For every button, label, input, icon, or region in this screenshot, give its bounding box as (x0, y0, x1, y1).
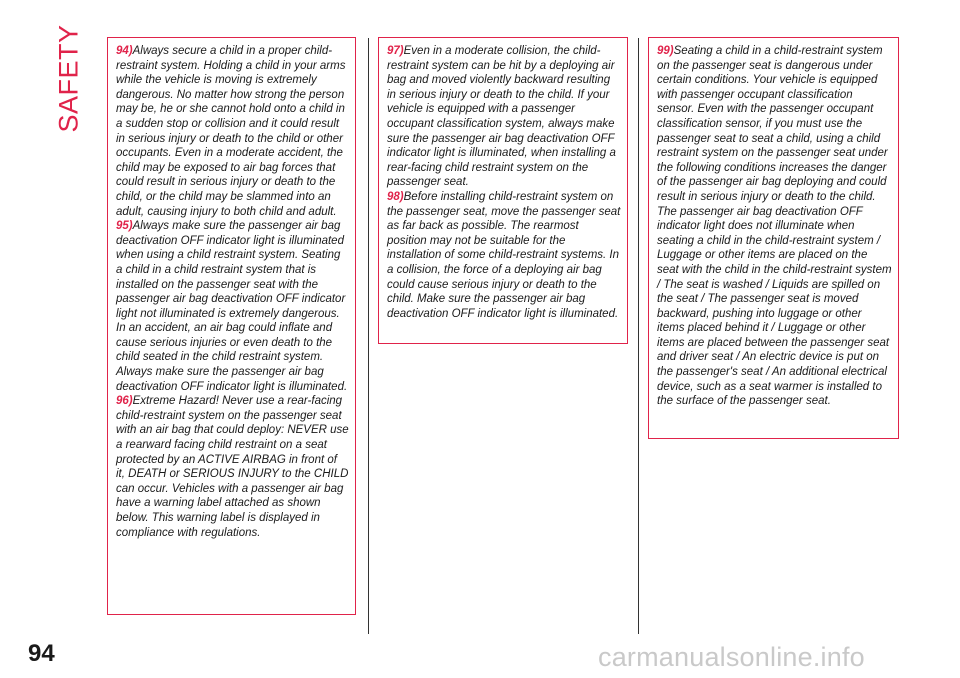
warning-note-95 (116, 219, 349, 394)
column-divider-left (368, 38, 369, 634)
watermark: carmanualsonline.info (598, 642, 865, 672)
note-text: Before installing child-restraint system on the passenger seat, move the passenger seat as far back as possible. The rearmost position may not be suitable for the installation of some child-restraint systems. In a collision, the force of a deploying air bag could cause serious injury or death to the child. Make sure the passenger air bag deactivation OFF indicator light is illuminated. (387, 190, 621, 320)
warning-box-right (648, 37, 899, 439)
warning-note-96 (116, 394, 349, 540)
note-text: Always make sure the passenger air bag deactivation OFF indicator light is illuminated when using a child restraint system. Seating a child in a child restraint system that is installed on the passenger seat with the passenger air bag deactivation OFF indicator light not illuminated is extremely dangerous. In an accident, an air bag could inflate and cause serious injuries or even death to the child seated in the child restraint system. Always make sure the passenger air bag deactivation OFF indicator light is illuminated. (116, 220, 348, 393)
warning-note-99 (657, 44, 892, 409)
warning-box-left (107, 37, 356, 615)
note-text: Seating a child in a child-restraint system on the passenger seat is dangerous under certain conditions. Your vehicle is equipped with passenger occupant classification sensor. Even with the passenger occupant classification sensor, if you must use the passenger seat to seat a child, using a child restraint system on the passenger seat under the following conditions increases the danger of the passenger air bag deploying and could result in serious injury or death to the child. The passenger air bag deactivation OFF indicator light does not illuminate when seating a child in the child-restraint system / Luggage or other items are placed on the seat with the child in the child-restraint system / The seat is washed / Liquids are spilled on the seat / The passenger seat is moved backward, pushing into luggage or other items placed behind it / Luggage or other items are placed between the passenger seat and driver seat / An electric device is put on the passenger's seat / An additional electrical device, such as a seat warmer is installed to the surface of the passenger seat. (657, 45, 892, 408)
warning-note-98 (387, 190, 621, 321)
column-divider-right (638, 38, 639, 634)
page-number: 94 (28, 640, 55, 667)
note-number: 98) (387, 190, 404, 203)
note-text: Extreme Hazard! Never use a rear-facing child-restraint system on the passenger seat with an air bag that could deploy: NEVER use a rearward facing child restraint on a seat protected by an ACTIVE AIRBAG in front of it, DEATH or SERIOUS INJURY to the CHILD can occur. Vehicles with a passenger air bag have a warning label attached as shown below. This warning label is displayed in compliance with regulations. (116, 395, 349, 539)
note-number: 97) (387, 45, 404, 57)
warning-note-97 (387, 44, 621, 190)
note-number: 94) (116, 45, 133, 57)
note-number: 96) (116, 395, 133, 408)
note-text: Always secure a child in a proper child-restraint system. Holding a child in your arms while the vehicle is moving is extremely dangerous. No matter how strong the person may be, he or she cannot hold onto a child in a sudden stop or collision and it could result in serious injury or death to the child or other occupants. Even in a moderate accident, the child may be exposed to air bag forces that could result in serious injury or death to the child, or the child may be slammed into an adult, causing injury to both child and adult. (116, 45, 346, 218)
note-text: Even in a moderate collision, the child-restraint system can be hit by a deploying air bag and moved violently backward resulting in serious injury or death to the child. If your vehicle is equipped with a passenger occupant classification system, always make sure the passenger air bag deactivation OFF indicator light is illuminated, when installing a rear-facing child restraint system on the passenger seat. (387, 45, 616, 189)
section-title (52, 23, 86, 133)
note-number: 99) (657, 45, 674, 57)
warning-box-middle (378, 37, 628, 344)
note-number: 95) (116, 220, 133, 233)
warning-note-94 (116, 44, 349, 219)
section-title-text: SAFETY (53, 23, 84, 133)
